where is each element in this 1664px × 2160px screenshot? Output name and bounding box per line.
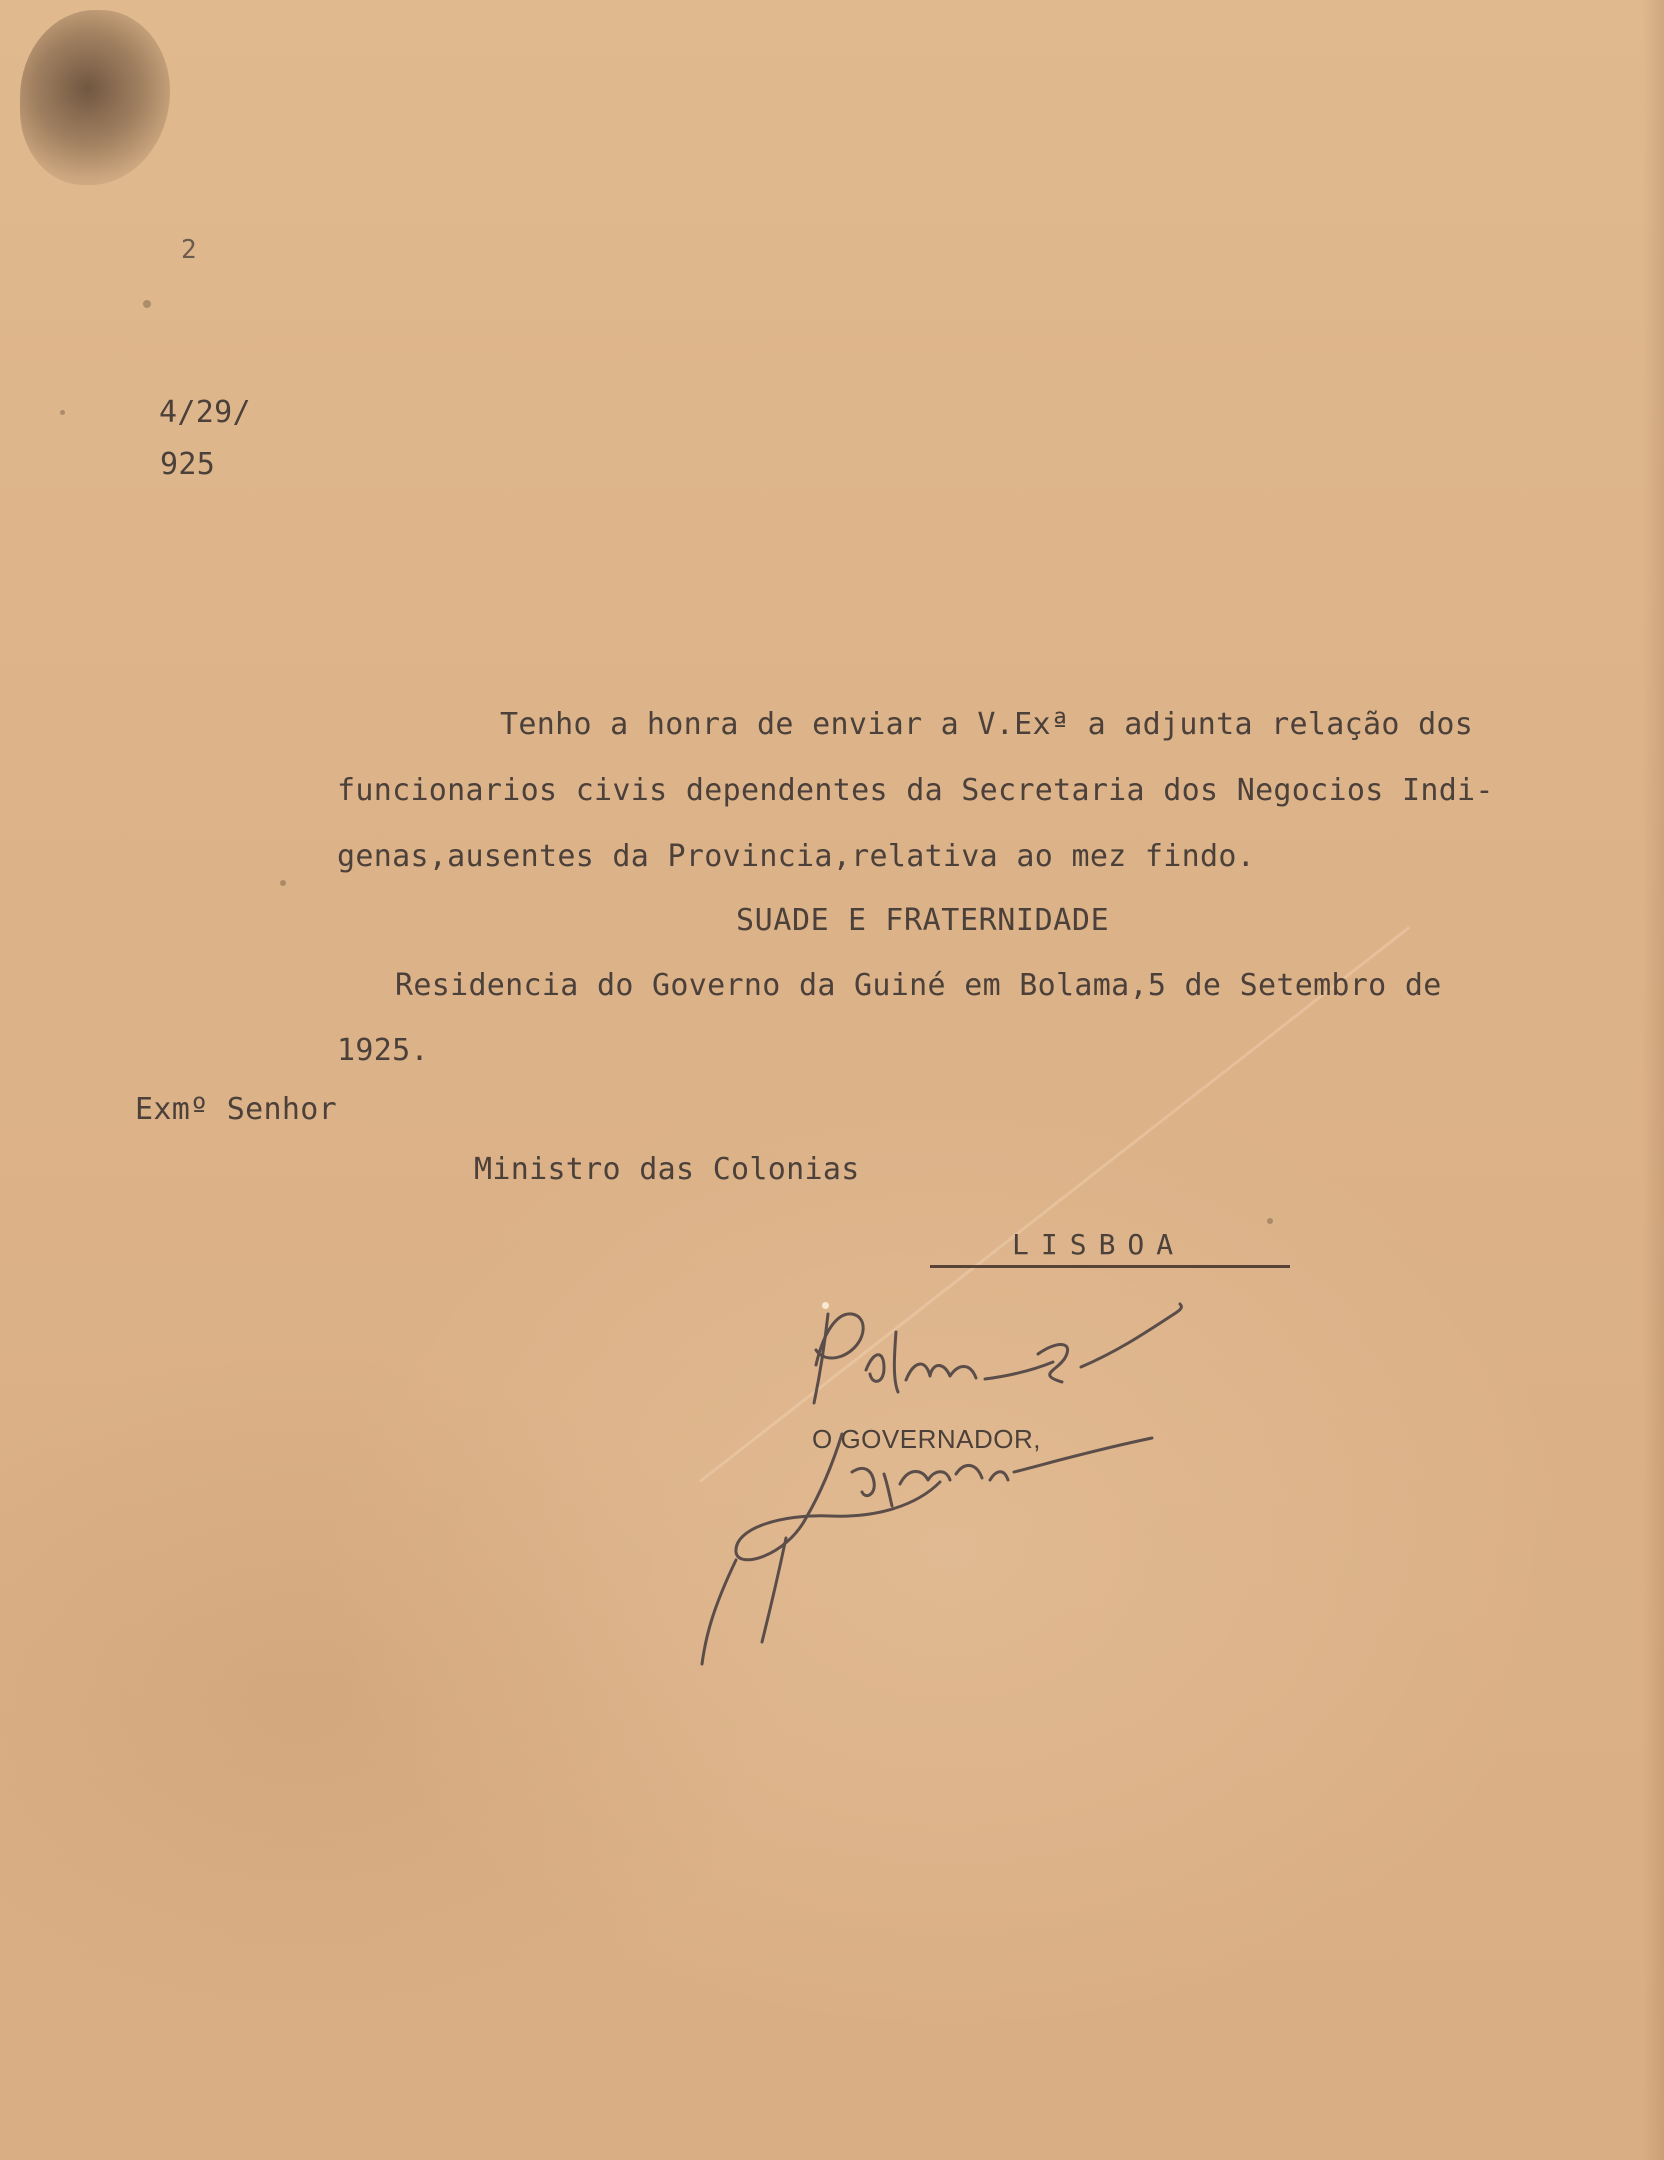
paper-speck	[1267, 1218, 1273, 1224]
handwritten-governor-signature	[690, 1420, 1210, 1680]
page-number: 2	[181, 235, 197, 265]
letter-body-line-1: Tenho a honra de enviar a V.Exª a adjunta relação dos	[500, 707, 1474, 742]
salutation: Exmº Senhor	[135, 1092, 337, 1127]
signature-title: O GOVERNADOR,	[812, 1424, 1041, 1454]
destination-city: LISBOA	[1012, 1228, 1186, 1261]
reference-number-line-2: 925	[160, 447, 216, 482]
reference-number-line-1: 4/29/	[159, 395, 251, 430]
paper-speck	[60, 410, 65, 415]
page-edge-shadow	[1642, 0, 1664, 2160]
location-date-line: Residencia do Governo da Guiné em Bolama,5 de Setembro de	[395, 968, 1442, 1003]
letter-body-line-2: funcionarios civis dependentes da Secretaria dos Negocios Indi-	[337, 773, 1494, 808]
ink-stain	[20, 10, 170, 185]
paper-speck	[143, 300, 151, 308]
paper-speck	[280, 880, 286, 886]
addressee: Ministro das Colonias	[474, 1152, 860, 1187]
date-year-line: 1925.	[337, 1033, 429, 1068]
letter-closing: SUADE E FRATERNIDADE	[736, 903, 1110, 938]
handwritten-initials-signature	[780, 1280, 1200, 1430]
city-underline	[930, 1265, 1290, 1268]
letter-body-line-3: genas,ausentes da Provincia,relativa ao mez findo.	[337, 839, 1256, 874]
